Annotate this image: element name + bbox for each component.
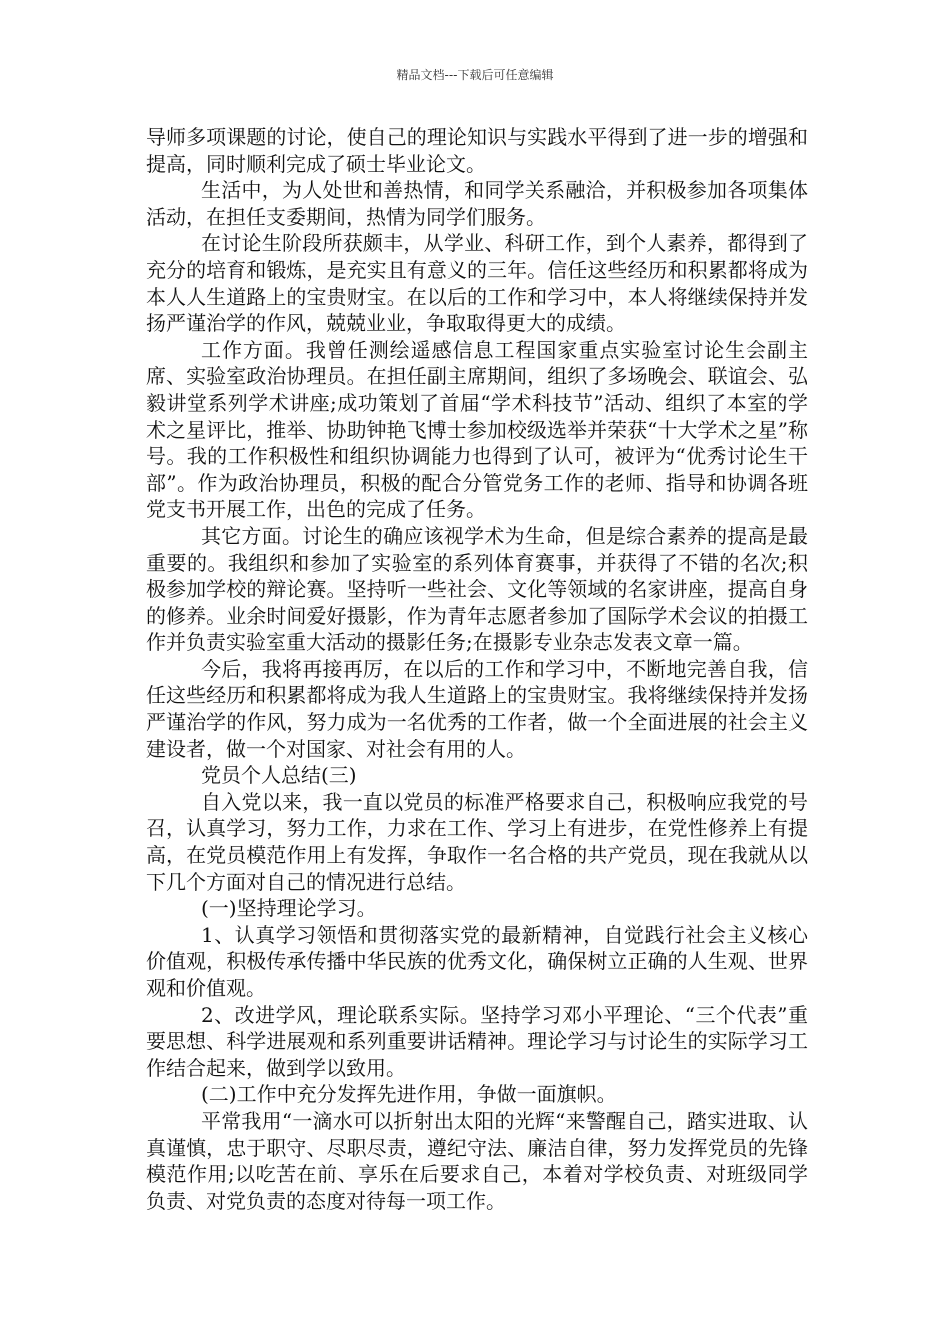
paragraph: 今后，我将再接再厉，在以后的工作和学习中，不断地完善自我，信任这些经历和积累都将成为我人生道路上的宝贵财宝。我将继续保持并发扬严谨治学的作风，努力成为一名优秀的工作者，做一个全面进展的社会主义建设者，做一个对国家、对社会有用的人。 (146, 656, 808, 761)
paragraph: 平常我用“一滴水可以折射出太阳的光辉“来警醒自己，踏实进取、认真谨慎，忠于职守、尽职尽责，遵纪守法、廉洁自律，努力发挥党员的先锋模范作用;以吃苦在前、享乐在后要求自己，本着对学校负责、对班级同学负责、对党负责的态度对待每一项工作。 (146, 1108, 808, 1213)
paragraph: 2、改进学风，理论联系实际。坚持学习邓小平理论、“三个代表”重要思想、科学进展观和系列重要讲话精神。理论学习与讨论生的实际学习工作结合起来，做到学以致用。 (146, 1002, 808, 1080)
subsection-heading: (一)坚持理论学习。 (201, 896, 377, 921)
paragraph: 导师多项课题的讨论，使自己的理论知识与实践水平得到了进一步的增强和提高，同时顺利完成了硕士毕业论文。 (146, 125, 808, 176)
paragraph: 在讨论生阶段所获颇丰，从学业、科研工作，到个人素养，都得到了充分的培育和锻炼，是充实且有意义的三年。信任这些经历和积累都将成为本人人生道路上的宝贵财宝。在以后的工作和学习中，本人将继续保持并发扬严谨治学的作风，兢兢业业，争取取得更大的成绩。 (146, 231, 808, 336)
paragraph: 自入党以来，我一直以党员的标准严格要求自己，积极响应我党的号召，认真学习，努力工作，力求在工作、学习上有进步，在党性修养上有提高，在党员模范作用上有发挥，争取作一名合格的共产党员，现在我就从以下几个方面对自己的情况进行总结。 (146, 789, 808, 894)
document-body (146, 124, 808, 1214)
section-heading: 党员个人总结(三) (201, 763, 357, 788)
paragraph: 工作方面。我曾任测绘遥感信息工程国家重点实验室讨论生会副主席、实验室政治协理员。在担任副主席期间，组织了多场晚会、联谊会、弘毅讲堂系列学术讲座;成功策划了首届“学术科技节”活动、组织了本室的学术之星评比，推举、协助钟艳飞博士参加校级选举并荣获“十大学术之星”称号。我的工作积极性和组织协调能力也得到了认可，被评为“优秀讨论生干部”。作为政治协理员，积极的配合分管党务工作的老师、指导和协调各班党支书开展工作，出色的完成了任务。 (146, 337, 808, 522)
page-header: 精品文档---下载后可任意编辑 (396, 68, 554, 82)
paragraph: 其它方面。讨论生的确应该视学术为生命，但是综合素养的提高是最重要的。我组织和参加了实验室的系列体育赛事，并获得了不错的名次;积极参加学校的辩论赛。坚持听一些社会、文化等领域的名家讲座，提高自身的修养。业余时间爱好摄影，作为青年志愿者参加了国际学术会议的拍摄工作并负责实验室重大活动的摄影任务;在摄影专业杂志发表文章一篇。 (146, 523, 808, 655)
paragraph: 生活中，为人处世和善热情，和同学关系融洽，并积极参加各项集体活动，在担任支委期间，热情为同学们服务。 (146, 178, 808, 229)
paragraph: 1、认真学习领悟和贯彻落实党的最新精神，自觉践行社会主义核心价值观，积极传承传播中华民族的优秀文化，确保树立正确的人生观、世界观和价值观。 (146, 922, 808, 1000)
subsection-heading: (二)工作中充分发挥先进作用，争做一面旗帜。 (201, 1082, 617, 1107)
